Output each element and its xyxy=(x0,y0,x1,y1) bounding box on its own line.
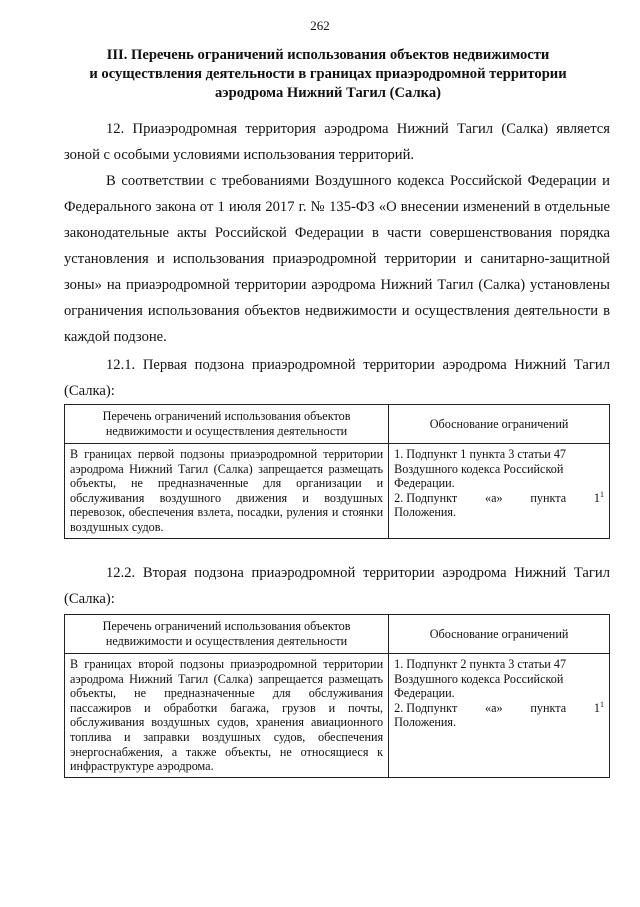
basis-superscript: 1 xyxy=(599,699,604,709)
restrictions-table-subzone-1 xyxy=(64,404,610,539)
paragraph-12-body: В соответствии с требованиями Воздушного кодекса Российской Федерации и Федерального закона от 1 июля 2017 г. № 135-ФЗ «О внесении изменений в отдельные законодательные акты Российской Федерации в части совершенствования порядка установления и использования приаэродромной территории и санитарно-защитной зоны» на приаэродромной территории аэродрома Нижний Тагил (Салка) установлены ограничения использования объектов недвижимости и осуществления деятельности в каждой подзоне. xyxy=(64,173,610,345)
basis-superscript: 1 xyxy=(599,489,604,499)
restriction-cell: В границах первой подзоны приаэродромной территории аэродрома Нижний Тагил (Салка) запрещается размещать объекты, не предназначенные для организации и обслуживания воздушного движения и воздушных перевозок, обеспечения взлета, посадки, руления и стоянки воздушных судов. xyxy=(65,444,389,539)
restrictions-table-subzone-2 xyxy=(64,614,610,778)
basis-line-2 xyxy=(394,701,604,716)
basis-line-2 xyxy=(394,491,604,506)
basis-line-3: Положения. xyxy=(394,505,457,520)
table-row xyxy=(65,654,610,778)
basis-word-point: пункта xyxy=(530,490,567,505)
basis-number: $1^1$ xyxy=(593,489,604,505)
paragraph-12: 12. Приаэродромная территория аэродрома Нижний Тагил (Салка) является зоной с особыми условиями использования территорий. xyxy=(64,121,610,163)
table-header-restrictions: Перечень ограничений использования объектов недвижимости и осуществления деятельности xyxy=(65,615,389,654)
basis-line-3: Положения. xyxy=(394,715,457,730)
section-title-line-3: аэродрома Нижний Тагил (Салка) xyxy=(214,85,441,101)
paragraph-12-2: 12.2. Вторая подзона приаэродромной территории аэродрома Нижний Тагил (Салка): xyxy=(64,565,610,607)
basis-cell xyxy=(389,654,610,778)
page-number: 262 xyxy=(310,18,330,33)
basis-line-1: 1. Подпункт 1 пункта 3 статьи 47 Воздушного кодекса Российской Федерации. xyxy=(394,447,567,491)
table-row xyxy=(65,444,610,539)
table-header-restrictions: Перечень ограничений использования объектов недвижимости и осуществления деятельности xyxy=(65,405,389,444)
basis-word-a: «а» xyxy=(485,700,503,715)
table-header-row xyxy=(65,615,610,654)
restriction-cell: В границах второй подзоны приаэродромной территории аэродрома Нижний Тагил (Салка) запрещается размещать объекты, не предназначенные для обслуживания пассажиров и обработки багажа, грузов и почты, обслуживания воздушных судов, хранения авиационного топлива и заправки воздушных судов, обеспечения энергоснабжения, а также объекты, не относящиеся к инфраструктуре аэродрома. xyxy=(65,654,389,778)
basis-line-1: 1. Подпункт 2 пункта 3 статьи 47 Воздушного кодекса Российской Федерации. xyxy=(394,657,567,701)
section-title-line-1: III. Перечень ограничений использования объектов недвижимости xyxy=(106,47,550,63)
section-title-line-2: и осуществления деятельности в границах приаэродромной территории xyxy=(89,66,567,82)
basis-cell xyxy=(389,444,610,539)
table-header-basis: Обоснование ограничений xyxy=(389,615,610,654)
table-header-row xyxy=(65,405,610,444)
basis-word-subitem: 2. Подпункт xyxy=(394,490,458,505)
basis-word-point: пункта xyxy=(530,700,567,715)
basis-word-subitem: 2. Подпункт xyxy=(394,700,458,715)
section-title xyxy=(66,46,590,103)
basis-number: $1^1$ xyxy=(593,699,604,715)
paragraph-12-1: 12.1. Первая подзона приаэродромной территории аэродрома Нижний Тагил (Салка): xyxy=(64,357,610,399)
table-header-basis: Обоснование ограничений xyxy=(389,405,610,444)
basis-word-a: «а» xyxy=(485,490,503,505)
